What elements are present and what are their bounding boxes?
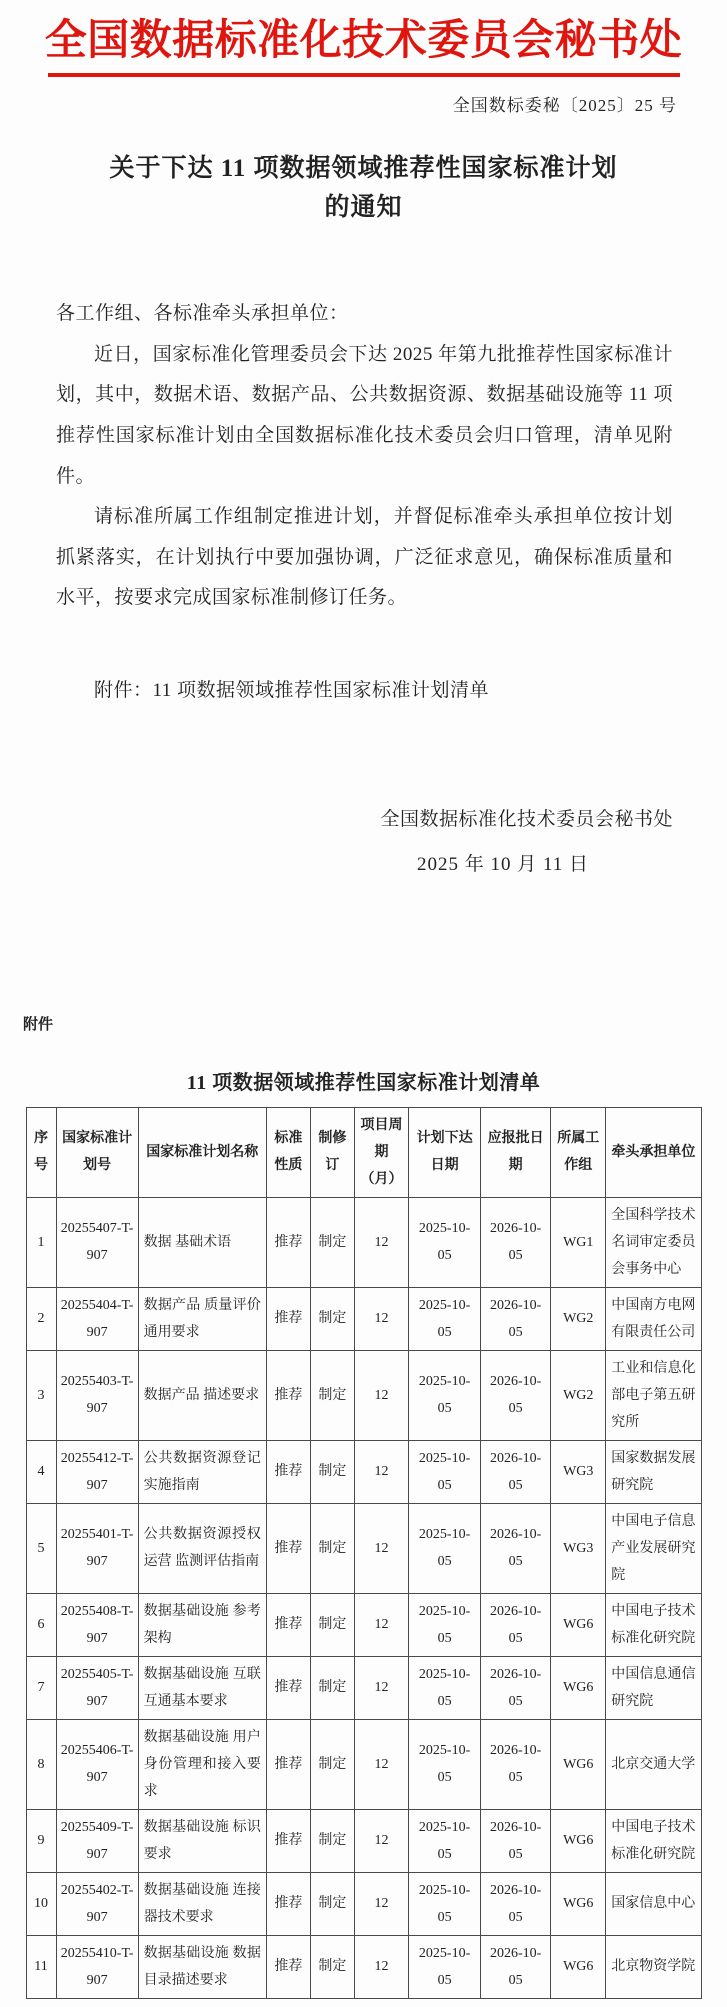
cell-period: 12 bbox=[354, 1809, 408, 1872]
table-row bbox=[26, 1503, 701, 1593]
table-row bbox=[26, 1350, 701, 1440]
cell-nature: 推荐 bbox=[266, 1872, 310, 1935]
cell-name: 数据基础设施 数据目录描述要求 bbox=[138, 1935, 266, 1998]
cell-revision: 制定 bbox=[310, 1935, 354, 1998]
cell-carrier: 中国电子信息产业发展研究院 bbox=[606, 1503, 701, 1593]
cell-name: 数据基础设施 参考架构 bbox=[138, 1593, 266, 1656]
cell-name: 数据 基础术语 bbox=[138, 1197, 266, 1287]
cell-plan-no: 20255412-T-907 bbox=[56, 1440, 138, 1503]
cell-plan-no: 20255404-T-907 bbox=[56, 1287, 138, 1350]
cell-name: 数据基础设施 用户身份管理和接入要求 bbox=[138, 1719, 266, 1809]
table-row bbox=[26, 1593, 701, 1656]
table-row bbox=[26, 1809, 701, 1872]
cell-no: 6 bbox=[26, 1593, 56, 1656]
cell-period: 12 bbox=[354, 1719, 408, 1809]
signature-date: 2025 年 10 月 11 日 bbox=[416, 853, 589, 875]
plan-table-header bbox=[26, 1107, 701, 1197]
header-carrier-unit: 牵头承担单位 bbox=[606, 1107, 701, 1197]
cell-plan-no: 20255408-T-907 bbox=[56, 1593, 138, 1656]
header-row bbox=[26, 1107, 701, 1197]
header-approval-date: 应报批日期 bbox=[481, 1107, 551, 1197]
cell-period: 12 bbox=[354, 1350, 408, 1440]
cell-issue-date: 2025-10-05 bbox=[409, 1872, 481, 1935]
cell-carrier: 中国信息通信研究院 bbox=[606, 1656, 701, 1719]
cell-carrier: 中国南方电网有限责任公司 bbox=[606, 1287, 701, 1350]
cell-period: 12 bbox=[354, 1935, 408, 1998]
cell-issue-date: 2025-10-05 bbox=[409, 1719, 481, 1809]
cell-period: 12 bbox=[354, 1872, 408, 1935]
document-number: 全国数标委秘〔2025〕25 号 bbox=[452, 96, 677, 116]
cell-nature: 推荐 bbox=[266, 1503, 310, 1593]
header-project-period: 项目周期（月） bbox=[354, 1107, 408, 1197]
cell-period: 12 bbox=[354, 1197, 408, 1287]
cell-no: 9 bbox=[26, 1809, 56, 1872]
cell-nature: 推荐 bbox=[266, 1719, 310, 1809]
table-row bbox=[26, 1440, 701, 1503]
attachment-reference-line: 附件：11 项数据领域推荐性国家标准计划清单 bbox=[94, 680, 490, 702]
signer-name: 全国数据标准化技术委员会秘书处 bbox=[380, 808, 673, 830]
cell-period: 12 bbox=[354, 1287, 408, 1350]
header-serial-number: 序号 bbox=[26, 1107, 56, 1197]
cell-issue-date: 2025-10-05 bbox=[409, 1656, 481, 1719]
cell-workgroup: WG6 bbox=[551, 1809, 606, 1872]
cell-carrier: 北京交通大学 bbox=[606, 1719, 701, 1809]
header-workgroup: 所属工作组 bbox=[551, 1107, 606, 1197]
notice-title-line1: 关于下达 11 项数据领域推荐性国家标准计划 bbox=[109, 155, 618, 183]
cell-no: 7 bbox=[26, 1656, 56, 1719]
cell-issue-date: 2025-10-05 bbox=[409, 1503, 481, 1593]
table-row bbox=[26, 1287, 701, 1350]
cell-name: 公共数据资源授权运营 监测评估指南 bbox=[138, 1503, 266, 1593]
plan-table-title: 11 项数据领域推荐性国家标准计划清单 bbox=[186, 1071, 541, 1094]
cell-issue-date: 2025-10-05 bbox=[409, 1935, 481, 1998]
attachment-section-label: 附件 bbox=[23, 1016, 54, 1033]
cell-name: 数据基础设施 标识要求 bbox=[138, 1809, 266, 1872]
cell-no: 10 bbox=[26, 1872, 56, 1935]
header-plan-number: 国家标准计划号 bbox=[56, 1107, 138, 1197]
cell-nature: 推荐 bbox=[266, 1809, 310, 1872]
cell-revision: 制定 bbox=[310, 1197, 354, 1287]
cell-approval-date: 2026-10-05 bbox=[481, 1656, 551, 1719]
table-row bbox=[26, 1197, 701, 1287]
notice-title-line2: 的通知 bbox=[324, 194, 403, 222]
body-paragraph-1: 近日，国家标准化管理委员会下达 2025 年第九批推荐性国家标准计划，其中，数据术语、数据产品、公共数据资源、数据基础设施等 11 项推荐性国家标准计划由全国数据标准化技术委员会归口管理，清单见附件。 bbox=[56, 343, 673, 487]
cell-nature: 推荐 bbox=[266, 1656, 310, 1719]
cell-issue-date: 2025-10-05 bbox=[409, 1197, 481, 1287]
standards-plan-table bbox=[26, 1107, 702, 1999]
cell-plan-no: 20255410-T-907 bbox=[56, 1935, 138, 1998]
cell-period: 12 bbox=[354, 1593, 408, 1656]
table-row bbox=[26, 1872, 701, 1935]
header-issue-date: 计划下达日期 bbox=[409, 1107, 481, 1197]
plan-table-body bbox=[26, 1197, 701, 1998]
cell-plan-no: 20255402-T-907 bbox=[56, 1872, 138, 1935]
cell-workgroup: WG3 bbox=[551, 1440, 606, 1503]
cell-carrier: 工业和信息化部电子第五研究所 bbox=[606, 1350, 701, 1440]
cell-no: 3 bbox=[26, 1350, 56, 1440]
cell-plan-no: 20255405-T-907 bbox=[56, 1656, 138, 1719]
cell-workgroup: WG3 bbox=[551, 1503, 606, 1593]
cell-approval-date: 2026-10-05 bbox=[481, 1350, 551, 1440]
cell-no: 8 bbox=[26, 1719, 56, 1809]
cell-period: 12 bbox=[354, 1503, 408, 1593]
cell-carrier: 全国科学技术名词审定委员会事务中心 bbox=[606, 1197, 701, 1287]
cell-nature: 推荐 bbox=[266, 1935, 310, 1998]
cell-approval-date: 2026-10-05 bbox=[481, 1593, 551, 1656]
cell-workgroup: WG1 bbox=[551, 1197, 606, 1287]
cell-approval-date: 2026-10-05 bbox=[481, 1935, 551, 1998]
cell-approval-date: 2026-10-05 bbox=[481, 1503, 551, 1593]
cell-plan-no: 20255403-T-907 bbox=[56, 1350, 138, 1440]
cell-approval-date: 2026-10-05 bbox=[481, 1440, 551, 1503]
cell-workgroup: WG2 bbox=[551, 1350, 606, 1440]
cell-workgroup: WG2 bbox=[551, 1287, 606, 1350]
salutation: 各工作组、各标准牵头承担单位： bbox=[56, 302, 349, 324]
table-row bbox=[26, 1719, 701, 1809]
cell-revision: 制定 bbox=[310, 1440, 354, 1503]
header-revision-type: 制修订 bbox=[310, 1107, 354, 1197]
cell-revision: 制定 bbox=[310, 1350, 354, 1440]
cell-carrier: 国家信息中心 bbox=[606, 1872, 701, 1935]
cell-no: 4 bbox=[26, 1440, 56, 1503]
cell-carrier: 北京物资学院 bbox=[606, 1935, 701, 1998]
cell-issue-date: 2025-10-05 bbox=[409, 1350, 481, 1440]
table-row bbox=[26, 1935, 701, 1998]
cell-no: 11 bbox=[26, 1935, 56, 1998]
cell-revision: 制定 bbox=[310, 1872, 354, 1935]
cell-name: 公共数据资源登记 实施指南 bbox=[138, 1440, 266, 1503]
cell-issue-date: 2025-10-05 bbox=[409, 1593, 481, 1656]
cell-no: 2 bbox=[26, 1287, 56, 1350]
cell-issue-date: 2025-10-05 bbox=[409, 1809, 481, 1872]
masthead-title: 全国数据标准化技术委员会秘书处 bbox=[44, 18, 683, 64]
cell-approval-date: 2026-10-05 bbox=[481, 1872, 551, 1935]
table-row bbox=[26, 1656, 701, 1719]
cell-name: 数据基础设施 互联互通基本要求 bbox=[138, 1656, 266, 1719]
cell-workgroup: WG6 bbox=[551, 1935, 606, 1998]
cell-nature: 推荐 bbox=[266, 1197, 310, 1287]
body-paragraph-2: 请标准所属工作组制定推进计划，并督促标准牵头承担单位按计划抓紧落实，在计划执行中要加强协调，广泛征求意见，确保标准质量和水平，按要求完成国家标准制修订任务。 bbox=[56, 506, 673, 609]
cell-workgroup: WG6 bbox=[551, 1593, 606, 1656]
cell-nature: 推荐 bbox=[266, 1593, 310, 1656]
cell-workgroup: WG6 bbox=[551, 1719, 606, 1809]
cell-revision: 制定 bbox=[310, 1593, 354, 1656]
cell-name: 数据产品 描述要求 bbox=[138, 1350, 266, 1440]
cell-issue-date: 2025-10-05 bbox=[409, 1287, 481, 1350]
cell-workgroup: WG6 bbox=[551, 1872, 606, 1935]
cell-revision: 制定 bbox=[310, 1503, 354, 1593]
cell-name: 数据基础设施 连接器技术要求 bbox=[138, 1872, 266, 1935]
cell-no: 1 bbox=[26, 1197, 56, 1287]
cell-approval-date: 2026-10-05 bbox=[481, 1809, 551, 1872]
header-plan-name: 国家标准计划名称 bbox=[138, 1107, 266, 1197]
cell-carrier: 中国电子技术标准化研究院 bbox=[606, 1593, 701, 1656]
cell-revision: 制定 bbox=[310, 1287, 354, 1350]
notice-body bbox=[56, 294, 673, 712]
cell-period: 12 bbox=[354, 1656, 408, 1719]
cell-workgroup: WG6 bbox=[551, 1656, 606, 1719]
cell-approval-date: 2026-10-05 bbox=[481, 1719, 551, 1809]
cell-nature: 推荐 bbox=[266, 1287, 310, 1350]
cell-no: 5 bbox=[26, 1503, 56, 1593]
cell-nature: 推荐 bbox=[266, 1440, 310, 1503]
masthead-divider bbox=[48, 73, 680, 77]
notice-title bbox=[70, 150, 657, 228]
cell-revision: 制定 bbox=[310, 1719, 354, 1809]
cell-nature: 推荐 bbox=[266, 1350, 310, 1440]
cell-plan-no: 20255407-T-907 bbox=[56, 1197, 138, 1287]
cell-revision: 制定 bbox=[310, 1809, 354, 1872]
cell-plan-no: 20255409-T-907 bbox=[56, 1809, 138, 1872]
cell-revision: 制定 bbox=[310, 1656, 354, 1719]
cell-approval-date: 2026-10-05 bbox=[481, 1287, 551, 1350]
cell-plan-no: 20255401-T-907 bbox=[56, 1503, 138, 1593]
cell-approval-date: 2026-10-05 bbox=[481, 1197, 551, 1287]
cell-issue-date: 2025-10-05 bbox=[409, 1440, 481, 1503]
cell-carrier: 中国电子技术标准化研究院 bbox=[606, 1809, 701, 1872]
signature-block bbox=[0, 800, 727, 885]
cell-plan-no: 20255406-T-907 bbox=[56, 1719, 138, 1809]
cell-name: 数据产品 质量评价通用要求 bbox=[138, 1287, 266, 1350]
cell-carrier: 国家数据发展研究院 bbox=[606, 1440, 701, 1503]
header-standard-nature: 标准性质 bbox=[266, 1107, 310, 1197]
cell-period: 12 bbox=[354, 1440, 408, 1503]
